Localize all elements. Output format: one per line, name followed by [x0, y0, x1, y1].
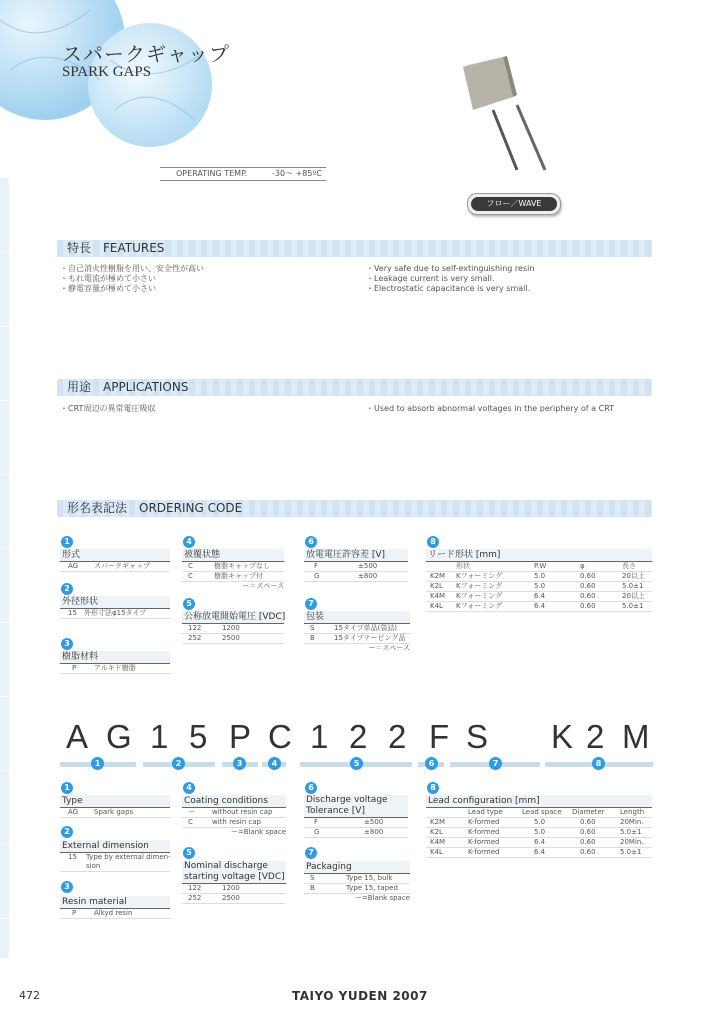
table-row: 252 2500 — [182, 894, 286, 904]
en-section-1-number: 1 — [61, 782, 73, 794]
jp-section-7-number: 7 — [305, 598, 317, 610]
en-voltage-box — [182, 861, 286, 904]
table-row: P Alkyd resin — [60, 909, 170, 919]
table-header-row: 形状 P.W φ 長さ — [426, 562, 652, 572]
jp-coating-box — [182, 549, 284, 591]
jp-section-3-number: 3 — [61, 638, 73, 650]
table-row: K4L K-formed 6.4 0.60 5.0±1 — [426, 848, 652, 858]
table-row: B Type 15, taped — [304, 884, 410, 894]
en-dimension-box — [60, 840, 170, 872]
code-char: 5 — [189, 718, 208, 755]
applications-list-jp — [60, 404, 155, 414]
jp-section-4-number: 4 — [183, 536, 195, 548]
code-group-number: 7 — [489, 757, 502, 770]
code-group-number: 8 — [592, 757, 605, 770]
en-dimension-title: External dimension — [60, 840, 170, 853]
table-row: B 15タイプテーピング品 — [304, 634, 410, 644]
table-row: C with resin cap — [182, 818, 286, 828]
table-header-row: Lead type Lead space Diameter Length — [426, 808, 652, 818]
table-row: 15 Type by external dimen- — [68, 853, 171, 861]
jp-section-8-number: 8 — [427, 536, 439, 548]
table-row: G ±800 — [304, 828, 408, 838]
jp-dimension-box — [60, 596, 170, 619]
jp-coating-title: 被覆状態 — [182, 549, 284, 562]
jp-voltage-box — [182, 611, 284, 644]
code-group-number: 6 — [425, 757, 438, 770]
code-char: G — [106, 718, 132, 755]
code-char: A — [66, 718, 89, 755]
en-resin-title: Resin material — [60, 896, 170, 909]
jp-type-title: 形式 — [60, 549, 170, 562]
list-item: ・自己消火性樹脂を用い、安全性が高い — [60, 264, 204, 273]
en-coating-title: Coating conditions — [182, 795, 286, 808]
table-row: G ±800 — [304, 572, 408, 582]
code-group-number: 5 — [350, 757, 363, 770]
jp-coating-note: ー＝スペース — [242, 582, 284, 590]
applications-heading-band — [57, 379, 652, 396]
table-row: C 樹脂キャップなし — [182, 562, 284, 572]
jp-section-6-number: 6 — [305, 536, 317, 548]
jp-tolerance-box — [304, 549, 408, 582]
jp-dimension-title: 外径形状 — [60, 596, 170, 609]
list-item: ・Very safe due to self-extinguishing resin — [366, 264, 535, 273]
code-char: P — [229, 718, 252, 755]
code-group-number: 1 — [91, 757, 104, 770]
en-section-8-number: 8 — [427, 782, 439, 794]
en-type-title: Type — [60, 795, 170, 808]
table-row: K2L K-formed 5.0 0.60 5.0±1 — [426, 828, 652, 838]
en-section-7-number: 7 — [305, 847, 317, 859]
table-row: S 15タイプ単品(袋詰) — [304, 624, 410, 634]
code-group-number: 4 — [268, 757, 281, 770]
en-section-4-number: 4 — [183, 782, 195, 794]
jp-voltage-title: 公称放電開始電圧 [VDC] — [184, 612, 286, 622]
index-tab-strip — [0, 178, 9, 958]
jp-lead-title: リード形状 [mm] — [426, 549, 652, 562]
brand-footer: TAIYO YUDEN 2007 — [292, 989, 428, 1003]
operating-temp-label: OPERATING TEMP. — [176, 169, 248, 178]
en-section-5-number: 5 — [183, 847, 195, 859]
table-row: 122 1200 — [182, 624, 284, 634]
jp-tolerance-title: 放電電圧許容差 [V] — [304, 549, 408, 562]
applications-list-en — [366, 404, 614, 414]
en-packaging-box — [304, 861, 410, 903]
table-row: K4M Kフォーミング 6.4 0.60 20以上 — [426, 592, 652, 602]
code-char: 1 — [150, 718, 169, 755]
code-char: K — [551, 718, 574, 755]
code-group-number: 2 — [172, 757, 185, 770]
list-item: ・静電容量が極めて小さい — [60, 284, 156, 293]
en-section-2-number: 2 — [61, 826, 73, 838]
jp-packaging-box — [304, 611, 410, 653]
table-row: K2M K-formed 5.0 0.60 20Min. — [426, 818, 652, 828]
features-list-jp — [60, 264, 204, 294]
table-row: sion — [60, 862, 170, 872]
jp-packaging-title: 包装 — [304, 611, 410, 624]
wave-solder-badge — [467, 193, 561, 215]
en-packaging-title: Packaging — [304, 861, 410, 874]
list-item: ・Electrostatic capacitance is very small. — [366, 284, 531, 293]
list-item: ・CRT周辺の異常電圧吸収 — [60, 404, 156, 413]
en-tolerance-box — [304, 795, 408, 838]
code-group-number: 3 — [233, 757, 246, 770]
table-row: K2L Kフォーミング 5.0 0.60 5.0±1 — [426, 582, 652, 592]
applications-heading: 用途 APPLICATIONS — [67, 380, 189, 394]
table-row: S Type 15, bulk — [304, 874, 410, 884]
features-heading: 特長 FEATURES — [67, 241, 165, 255]
operating-temp-value: -30～ +85ºC — [272, 169, 322, 178]
code-char: 2 — [586, 718, 605, 755]
ordering-heading-band — [57, 500, 652, 517]
table-row: P アルキド樹脂 — [60, 664, 170, 674]
jp-section-5-number: 5 — [183, 598, 195, 610]
en-coating-note: ー=Blank space — [230, 828, 286, 836]
en-section-6-number: 6 — [305, 782, 317, 794]
en-packaging-note: ー=Blank space — [354, 894, 410, 902]
code-char: 2 — [388, 718, 407, 755]
table-row: F ±500 — [304, 562, 408, 572]
en-type-box — [60, 795, 170, 818]
table-row: 15 外形寸法φ15タイプ — [60, 609, 170, 619]
jp-packaging-note: ー＝スペース — [368, 644, 410, 652]
code-char: 1 — [310, 718, 329, 755]
table-row: 252 2500 — [182, 634, 284, 644]
features-list-en — [366, 264, 534, 294]
table-row: K4L Kフォーミング 6.4 0.60 5.0±1 — [426, 602, 652, 612]
table-row: K2M Kフォーミング 5.0 0.60 20以上 — [426, 572, 652, 582]
table-row: F ±500 — [304, 818, 408, 828]
page-title-jp: スパークギャップ — [62, 42, 230, 66]
features-heading-band — [57, 240, 652, 257]
en-resin-box — [60, 896, 170, 919]
wave-solder-badge-label: フロー／WAVE — [471, 197, 557, 211]
ordering-heading: 形名表記法 ORDERING CODE — [67, 501, 243, 515]
code-char: F — [429, 718, 450, 755]
jp-section-2-number: 2 — [61, 583, 73, 595]
list-item: ・もれ電流が極めて小さい — [60, 274, 156, 283]
list-item: ・Used to absorb abnormal voltages in the periphery of a CRT — [366, 404, 615, 413]
list-item: ・Leakage current is very small. — [366, 274, 495, 283]
code-char: M — [622, 718, 650, 755]
en-lead-title: Lead configuration [mm] — [426, 795, 652, 808]
code-char: C — [268, 718, 292, 755]
jp-type-box — [60, 549, 170, 572]
jp-section-1-number: 1 — [61, 536, 73, 548]
en-voltage-title: Nominal discharge starting voltage [VDC] — [184, 861, 285, 882]
en-section-3-number: 3 — [61, 881, 73, 893]
table-row: 122 1200 — [182, 884, 286, 894]
table-row: ー without resin cap — [182, 808, 286, 818]
table-row: C 樹脂キャップ付 — [182, 572, 284, 582]
operating-temp-row — [160, 167, 326, 181]
table-row: AG Spark gaps — [60, 808, 170, 818]
jp-lead-box — [426, 549, 652, 612]
en-lead-box — [426, 795, 652, 858]
page-title-en: SPARK GAPS — [62, 64, 152, 80]
table-row: AG スパークギャップ — [60, 562, 170, 572]
jp-resin-title: 樹脂材料 — [60, 651, 170, 664]
en-coating-box — [182, 795, 286, 837]
jp-resin-box — [60, 651, 170, 674]
page-number: 472 — [19, 989, 40, 1002]
code-char: 2 — [349, 718, 368, 755]
en-tolerance-title: Discharge voltage Tolerance [V] — [304, 795, 408, 818]
table-row: K4M K-formed 6.4 0.60 20Min. — [426, 838, 652, 848]
code-char: S — [466, 718, 489, 755]
spark-gap-component-image — [455, 55, 555, 180]
